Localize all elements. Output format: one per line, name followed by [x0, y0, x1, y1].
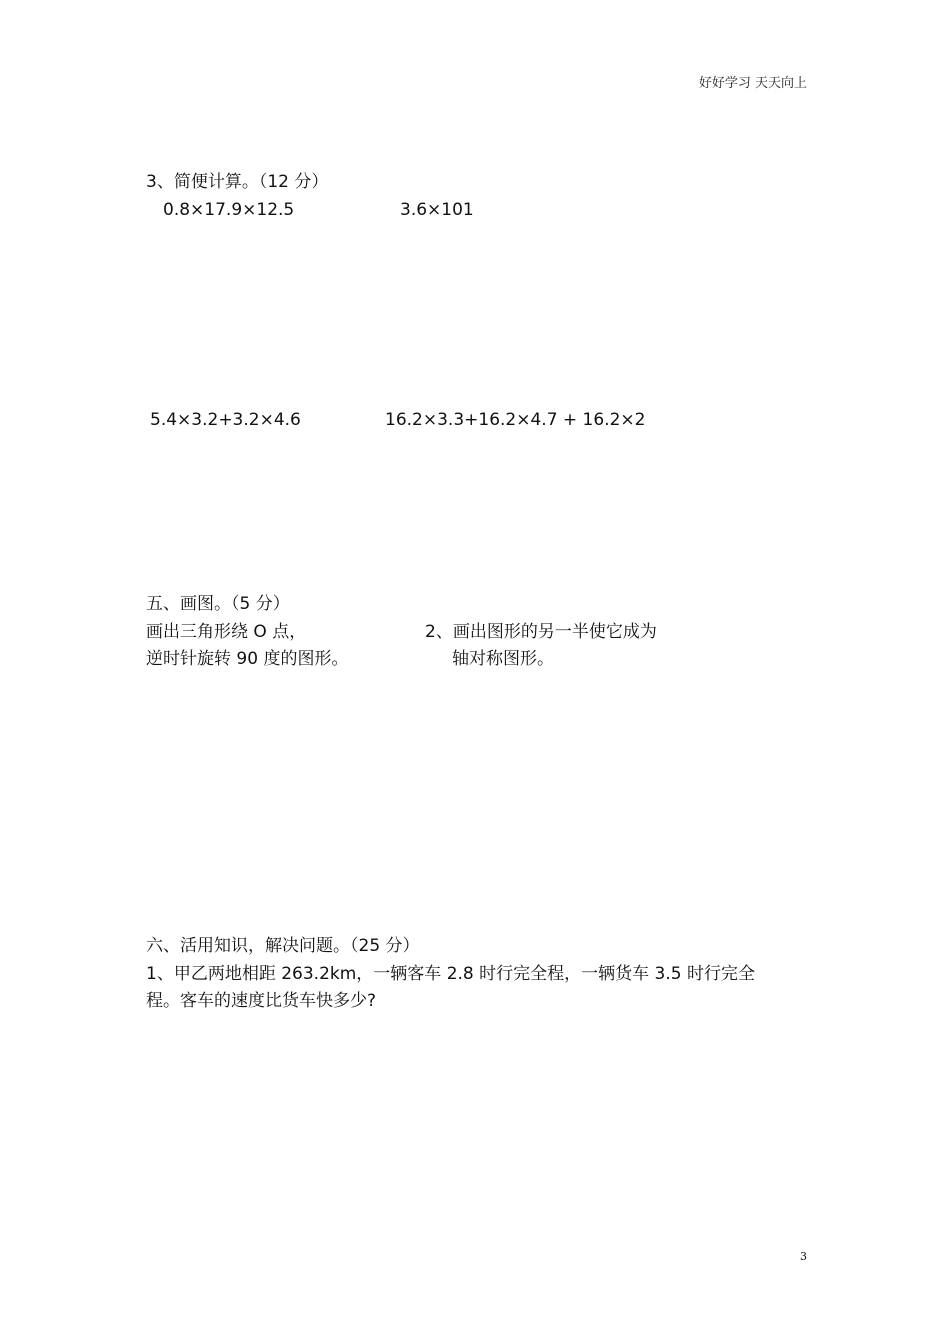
- page-number: 3: [800, 1250, 807, 1263]
- problem-1: 0.8×17.9×12.5: [163, 200, 295, 220]
- drawing-q1-line2: 逆时针旋转 90 度的图形。: [146, 649, 349, 669]
- problem-3: 5.4×3.2+3.2×4.6: [150, 410, 301, 430]
- drawing-q2-line1: 2、画出图形的另一半使它成为: [425, 622, 657, 642]
- apply-section-title: 六、活用知识，解决问题。（25 分）: [146, 936, 420, 956]
- problem-2: 3.6×101: [400, 200, 474, 220]
- problem-4: 16.2×3.3+16.2×4.7 + 16.2×2: [385, 410, 646, 430]
- drawing-q1-line1: 画出三角形绕 O 点，: [146, 622, 307, 642]
- apply-q1-line2: 程。客车的速度比货车快多少?: [146, 991, 377, 1011]
- apply-q1-line1: 1、甲乙两地相距 263.2km，一辆客车 2.8 时行完全程，一辆货车 3.5 时行完全: [146, 964, 755, 984]
- drawing-q2-line2: 轴对称图形。: [452, 649, 554, 669]
- simplify-section-title: 3、简便计算。（12 分）: [146, 172, 329, 192]
- header-motto: 好好学习 天天向上: [698, 76, 807, 91]
- drawing-section-title: 五、画图。（5 分）: [146, 594, 290, 614]
